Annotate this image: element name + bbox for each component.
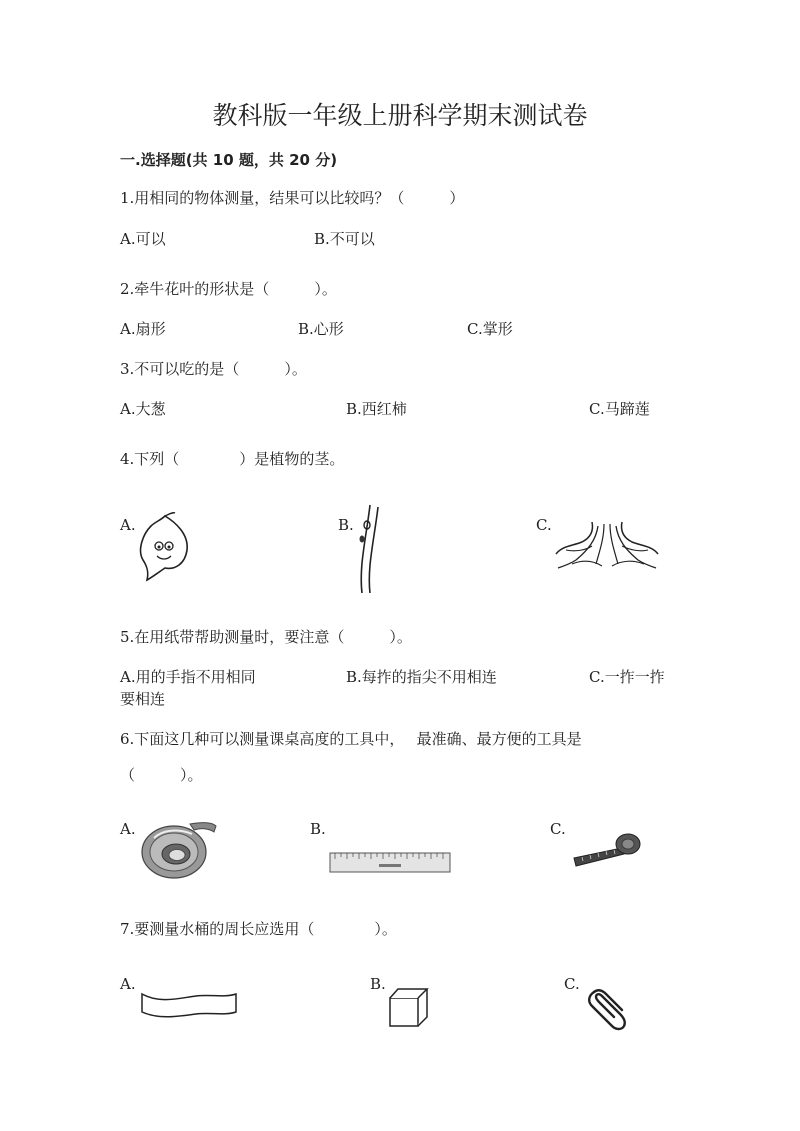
question-5: 5.在用纸带帮助测量时，要注意（ ）。 — [120, 628, 412, 646]
section-heading: 一.选择题(共 10 题，共 20 分) — [120, 151, 338, 169]
q2-option-c[interactable]: C.掌形 — [467, 320, 513, 338]
q5-option-c[interactable]: C.一拃一拃 — [589, 668, 665, 686]
q4-option-a[interactable]: A. — [120, 516, 136, 534]
leaf-icon — [135, 512, 195, 584]
q4-option-b[interactable]: B. — [338, 516, 354, 534]
steel-tape-icon — [140, 816, 220, 882]
q2-option-a[interactable]: A.扇形 — [120, 320, 166, 338]
page-title: 教科版一年级上册科学期末测试卷 — [212, 101, 588, 130]
question-3: 3.不可以吃的是（ ）。 — [120, 360, 307, 378]
q6-option-a[interactable]: A. — [120, 820, 136, 838]
question-6: 6.下面这几种可以测量课桌高度的工具中， 最准确、最方便的工具是 — [120, 730, 582, 748]
q3-option-a[interactable]: A.大葱 — [120, 400, 166, 418]
question-2: 2.牵牛花叶的形状是（ ）。 — [120, 280, 337, 298]
q4-option-c[interactable]: C. — [536, 516, 552, 534]
q3-option-c[interactable]: C.马蹄莲 — [589, 400, 650, 418]
question-1: 1.用相同的物体测量，结果可以比较吗？（ ） — [120, 189, 465, 207]
q5-option-b[interactable]: B.每拃的指尖不用相连 — [346, 668, 497, 686]
roots-icon — [552, 520, 662, 572]
q3-option-b[interactable]: B.西红柿 — [346, 400, 407, 418]
q6-option-b[interactable]: B. — [310, 820, 326, 838]
soft-tape-icon — [570, 830, 642, 870]
q5-option-a[interactable]: A.用的手指不用相同 — [120, 668, 256, 686]
cube-icon — [386, 986, 430, 1028]
question-7: 7.要测量水桶的周长应选用（ ）。 — [120, 920, 397, 938]
q1-option-a[interactable]: A.可以 — [120, 230, 166, 248]
q1-option-b[interactable]: B.不可以 — [314, 230, 375, 248]
q7-option-b[interactable]: B. — [370, 975, 386, 993]
q6-option-c[interactable]: C. — [550, 820, 566, 838]
paperclip-icon — [584, 986, 628, 1032]
q7-option-c[interactable]: C. — [564, 975, 580, 993]
paper-strip-icon — [140, 990, 238, 1022]
ruler-icon — [329, 852, 451, 874]
q7-option-a[interactable]: A. — [120, 975, 136, 993]
q5-option-c-wrap: 要相连 — [120, 690, 166, 708]
stem-icon — [348, 503, 388, 595]
q2-option-b[interactable]: B.心形 — [298, 320, 344, 338]
question-4: 4.下列（ ）是植物的茎。 — [120, 450, 345, 468]
question-6-cont: （ ）。 — [120, 766, 203, 784]
